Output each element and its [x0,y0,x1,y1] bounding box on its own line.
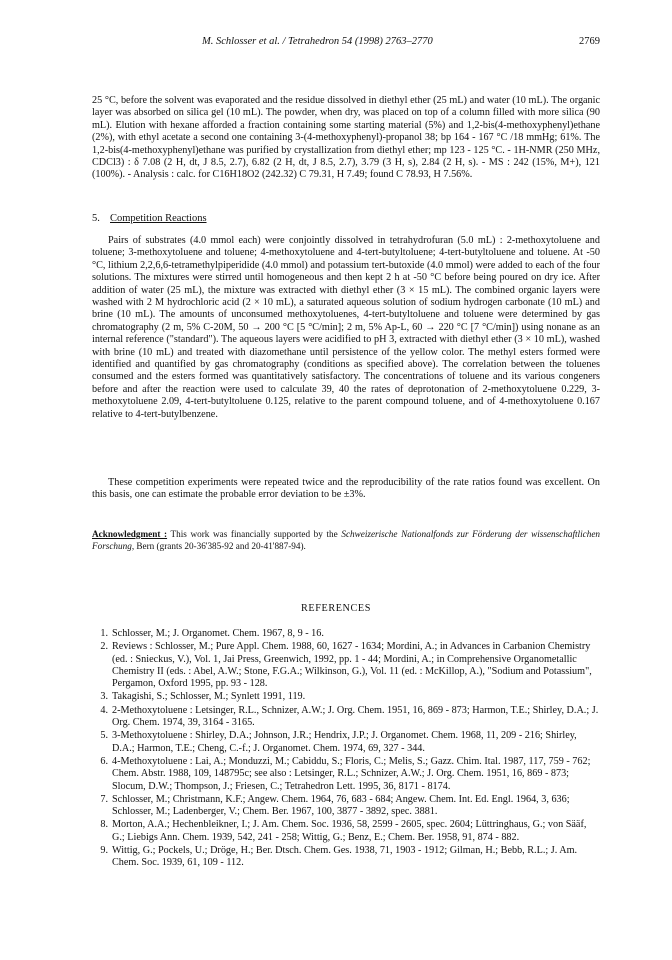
reference-number: 2. [100,641,108,653]
reference-text: 4-Methoxytoluene : Lai, A.; Monduzzi, M.; Cabiddu, S.; Floris, C.; Melis, S.; Gazz. Chim. Ital. 1987, 117, 759 - 762; Chem. Abstr. 1988, 109, 148795c; see also : Letsinger, R.L.; Schnizer, A.W.; J. Org. Chem. 1951, 16, 869 - 873; Slocum, D.W.; Thompson, J.; Friesen, C.; Tetrahedron Lett. 1995, 36, 8171 - 8174. [112,755,591,792]
acknowledgment-text: This work was financially supported by the [170,529,338,539]
section-number: 5. [92,213,100,224]
reproducibility-paragraph: These competition experiments were repeated twice and the reproducibility of the rate ratios found was excellent. On this basis, one can estimate the probable error deviation to be ±3%. [92,477,600,501]
reference-number: 6. [100,755,108,767]
section-heading [92,213,207,224]
reference-item [92,628,600,640]
reference-item [92,705,600,730]
journal-citation: M. Schlosser et al. / Tetrahedron 54 (1998) 2763–2770 [202,36,433,47]
reference-item [92,641,600,690]
references-heading: REFERENCES [301,603,371,614]
acknowledgment-label: Acknowledgment : [92,529,168,539]
reference-text: Takagishi, S.; Schlosser, M.; Synlett 1991, 119. [112,691,306,703]
acknowledgment-grants: , Bern (grants 20-36'385-92 and 20-41'887-94). [131,541,306,551]
reference-item [92,819,600,844]
references-list [92,628,600,871]
reference-text: 2-Methoxytoluene : Letsinger, R.L., Schnizer, A.W.; J. Org. Chem. 1951, 16, 869 - 873; Harmon, T.E.; Shirley, D.A.; J. Org. Chem. 1974, 39, 3164 - 3165. [112,704,599,729]
reference-text: Schlosser, M.; J. Organomet. Chem. 1967, 8, 9 - 16. [112,628,324,639]
reference-text: Wittig, G.; Pockels, U.; Dröge, H.; Ber. Dtsch. Chem. Ges. 1938, 71, 1903 - 1912; Gilman, H.; Bebb, R.L.; J. Am. Chem. Soc. 1939, 61, 109 - 112. [112,845,578,869]
reference-number: 7. [100,793,108,805]
reference-text: Morton, A.A.; Hechenbleikner, I.; J. Am. Chem. Soc. 1936, 58, 2599 - 2605, spec. 2604; Lüttringhaus, G.; von Sääf, G.; Liebigs Ann. Chem. 1939, 542, 241 - 258; Wittig, G.; Benz, E.; Chem. Ber. 1958, 91, 874 - 882. [112,819,587,843]
reference-text: Reviews : Schlosser, M.; Pure Appl. Chem. 1988, 60, 1627 - 1634; Mordini, A.; in Advances in Carbanion Chemistry (ed. : Snieckus, V.), Vol. 1, Jai Press, Greenwich, 1992, pp. 1 - 44; Mordini, A.; in Comprehensive Organometallic Chemistry II (eds. : Abel, A.W.; Stone, F.G.A.; Wilkinson, G.), Vol. 11 (ed. : McKillop, A.), "Sodium and Potassium", Pergamon, Oxford 1995, pp. 93 - 128. [112,641,592,690]
reference-number: 9. [100,845,108,857]
reference-number: 5. [100,730,108,742]
reference-text: Schlosser, M.; Christmann, K.F.; Angew. Chem. 1964, 76, 683 - 684; Angew. Chem. Int. Ed. Engl. 1964, 3, 636; Schlosser, M.; Ladenberger, V.; Chem. Ber. 1967, 100, 3877 - 3892, spec. 3881. [112,793,570,818]
reference-text: 3-Methoxytoluene : Shirley, D.A.; Johnson, J.R.; Hendrix, J.P.; J. Organomet. Chem. 1968, 11, 209 - 216; Shirley, D.A.; Harmon, T.E.; Cheng, C.-f.; J. Organomet. Chem. 1974, 69, 327 - 344. [112,730,577,754]
reference-item [92,756,600,793]
acknowledgment-funder: Schweizerische Nationalfonds zur Förderung der wissenschaftlichen Forschung [92,529,601,551]
reference-item [92,845,600,870]
experimental-paragraph: 25 °C, before the solvent was evaporated and the residue dissolved in diethyl ether (25 mL) and water (10 mL). The organic layer was absorbed on silica gel (10 mL). The powder, when dry, was placed on top of a column filled with more silica (90 mL). Elution with hexane afforded a fraction containing some starting material (5%) and 1,2-bis(4-methoxyphenyl)ethane (2%), with ethyl acetate a second one containing 3-(4-methoxyphenyl)-propanol 38; bp 164 - 167 °C /18 mmHg; 61%. The 1,2-bis(4-methoxyphenyl)ethane was purified by crystallization from diethyl ether; mp 123 - 125 °C. - 1H-NMR (250 MHz, CDCl3) : δ 7.08 (2 H, dt, J 8.5, 2.7), 6.82 (2 H, dt, J 8.5, 2.7), 3.79 (3 H, s), 2.84 (2 H, s). - MS : 242 (15%, M+), 121 (100%). - Analysis : calc. for C16H18O2 (242.32) C 79.31, H 7.49; found C 78.93, H 7.56%. [92,95,600,181]
section-title: Competition Reactions [110,213,207,224]
competition-procedure-paragraph: Pairs of substrates (4.0 mmol each) were conjointly dissolved in tetrahydrofuran (5.0 mL) : 2-methoxytoluene and toluene; 3-methoxytoluene and toluene; 4-methoxytoluene and 4-tert-butyltoluene; 4-tert-butyltoluene and toluene. At -50 °C, lithium 2,2,6,6-tetramethylpiperidide (4.0 mmol) and potassium tert-butoxide (4.0 mmol) were added to each of the four solutions. The mixtures were stirred until homogeneous and then kept 2 h at -50 °C before being poured on dry ice. After addition of water (25 mL), the mixture was extracted with diethyl ether (3 × 15 mL). The combined organic layers were washed with 2 M hydrochloric acid (2 × 10 mL), a saturated aqueous solution of sodium hydrogen carbonate (10 mL) and brine (10 mL). The amounts of unconsumed methoxytoluenes, 4-tert-butyltoluene and toluene were determined by gas chromatography (2 m, 5% C-20M, 50 → 200 °C [5 °C/min]; 2 m, 5% Ap-L, 60 → 220 °C [7 °C/min]) using nonane as an internal reference ("standard"). The aqueous layers were acidified to pH 3, extracted with diethyl ether (3 × 10 mL), washed with brine (10 mL) and treated with diazomethane until persistence of the yellow color. The methyl esters formed were identified and quantified by gas chromatography (conditions as specified above). The correlation between the toluenes consumed and the esters formed was quantitatively satisfactory. The concentrations of toluene and its various congeners before and after the reaction were used to calculate 39, 40 the rates of deprotonation of 2-methoxytoluene 0.229, 3-methoxytoluene 2.09, 4-tert-butyltoluene 0.125, relative to the parent compound toluene, and of 4-methoxytoluene 0.167 relative to 4-tert-butylbenzene. [92,235,600,420]
reference-number: 1. [100,628,108,639]
reference-number: 4. [100,704,108,716]
reference-item [92,691,600,703]
reference-item [92,730,600,755]
reference-item [92,794,600,819]
reference-number: 8. [100,819,108,831]
reference-number: 3. [100,691,108,703]
running-header [92,36,600,50]
page-number: 2769 [579,36,600,47]
acknowledgment [92,528,600,552]
